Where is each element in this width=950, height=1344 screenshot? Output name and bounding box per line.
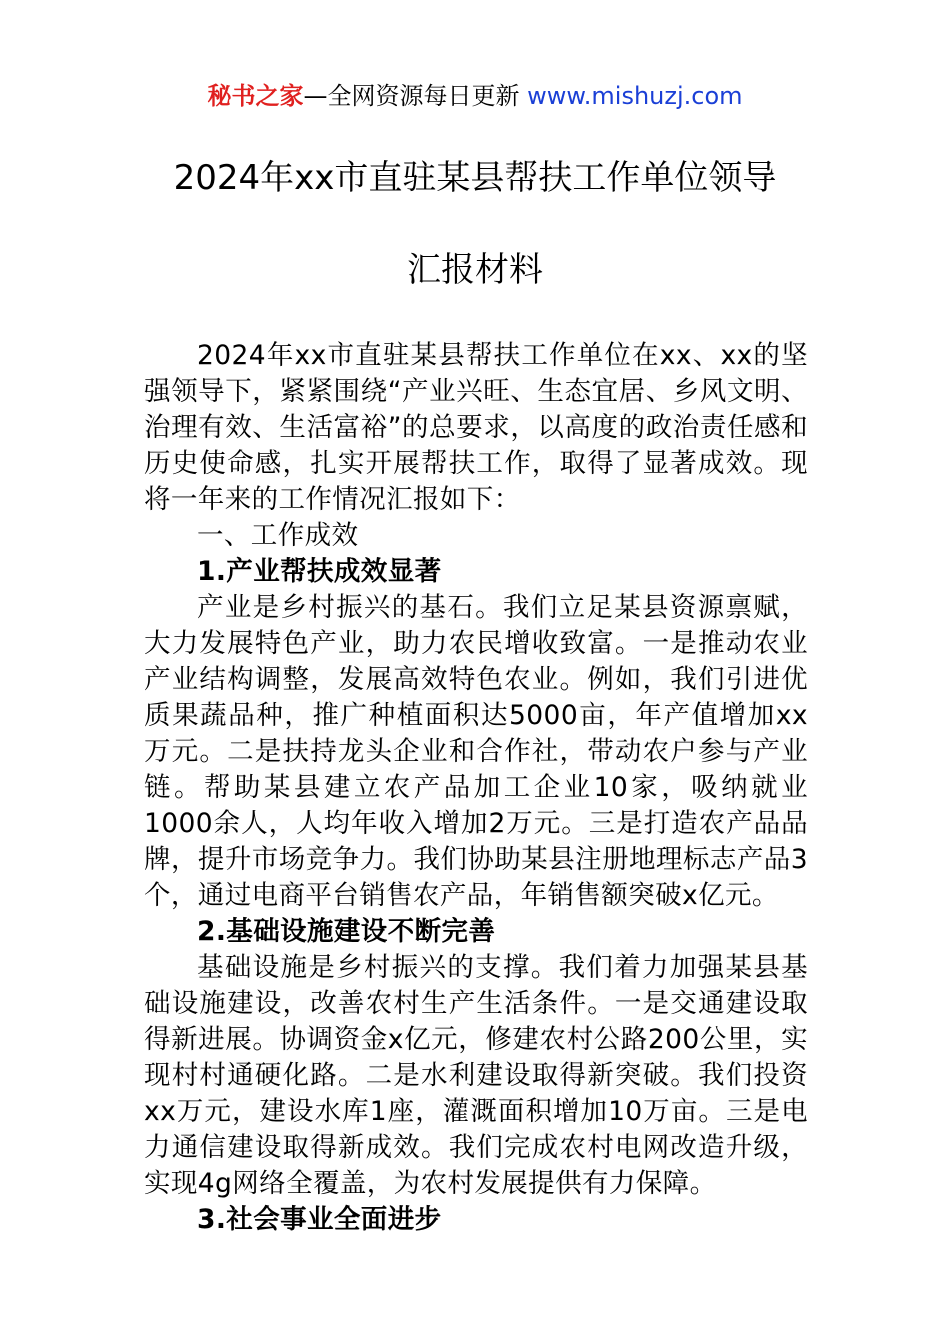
- subsection-heading: 3.社会事业全面进步: [197, 1204, 442, 1235]
- subsection-heading: 1.产业帮扶成效显著: [197, 556, 442, 587]
- document-title-line-1: 2024年xx市直驻某县帮扶工作单位领导: [173, 158, 777, 198]
- document-title-line-2: 汇报材料: [407, 250, 543, 290]
- site-brand: 秘书之家: [207, 82, 304, 110]
- section-heading: 一、工作成效: [197, 520, 359, 551]
- subsection-heading: 2.基础设施建设不断完善: [197, 916, 496, 947]
- body-paragraph: 产业是乡村振兴的基石。我们立足某县资源禀赋，大力发展特色产业，助力农民增收致富。一是推动农业产业结构调整，发展高效特色农业。例如，我们引进优质果蔬品种，推广种植面积达5000亩，年产值增加xx万元。二是扶持龙头企业和合作社，带动农户参与产业链。帮助某县建立农产品加工企业10家，吸纳就业1000余人，人均年收入增加2万元。三是打造农产品品牌，提升市场竞争力。我们协助某县注册地理标志产品3个，通过电商平台销售农产品，年销售额突破x亿元。: [144, 592, 808, 911]
- intro-paragraph: 2024年xx市直驻某县帮扶工作单位在xx、xx的坚强领导下，紧紧围绕“产业兴旺、生态宜居、乡风文明、治理有效、生活富裕”的总要求，以高度的政治责任感和历史使命感，扎实开展帮扶工作，取得了显著成效。现将一年来的工作情况汇报如下：: [144, 340, 808, 515]
- body-paragraph: 基础设施是乡村振兴的支撑。我们着力加强某县基础设施建设，改善农村生产生活条件。一是交通建设取得新进展。协调资金x亿元，修建农村公路200公里，实现村村通硬化路。二是水利建设取得新突破。我们投资xx万元，建设水库1座，灌溉面积增加10万亩。三是电力通信建设取得新成效。我们完成农村电网改造升级，实现4g网络全覆盖，为农村发展提供有力保障。: [144, 952, 808, 1199]
- document-body: [144, 338, 808, 1238]
- site-url-link[interactable]: www.mishuzj.com: [527, 82, 743, 110]
- site-header: [0, 80, 950, 112]
- site-slogan: —全网资源每日更新: [303, 82, 520, 110]
